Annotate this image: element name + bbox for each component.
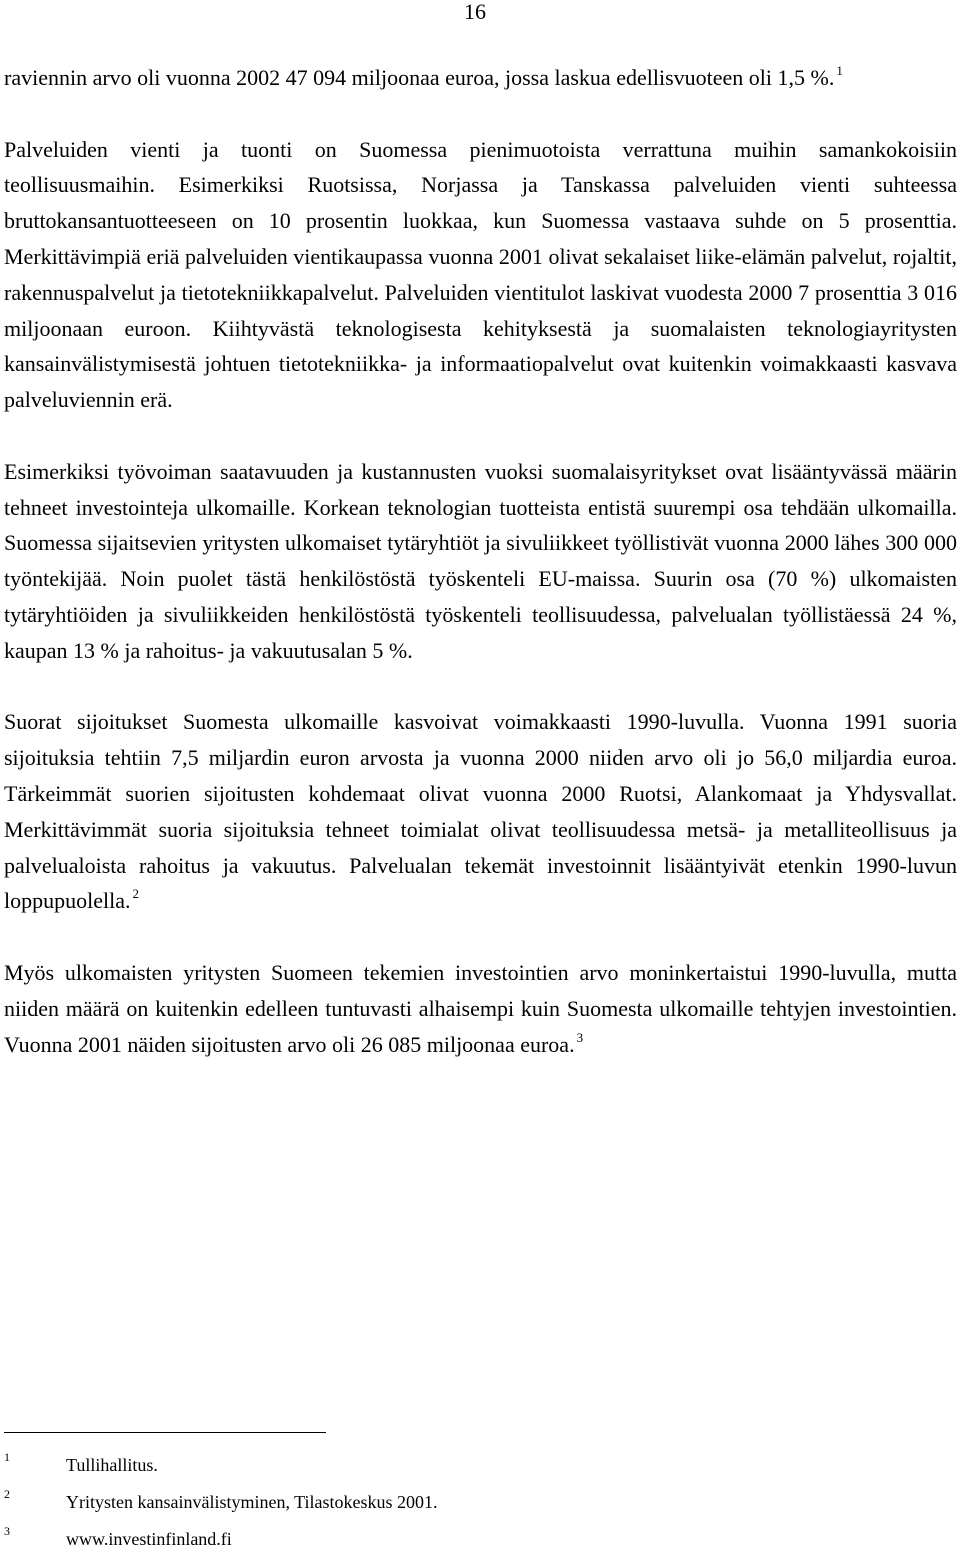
paragraph-text: raviennin arvo oli vuonna 2002 47 094 miljoonaa euroa, jossa laskua edellisvuoteen oli 1,5 %. <box>4 65 835 90</box>
body-text <box>4 60 957 1062</box>
footnote <box>4 1526 704 1563</box>
paragraph-text: Myös ulkomaisten yritysten Suomeen tekemien investointien arvo moninkertaistui 1990-luvulla, mutta niiden määrä on kuitenkin edelleen tuntuvasti alhaisempi kuin Suomesta ulkomaille tehtyjen investointien. Vuonna 2001 näiden sijoitusten arvo oli 26 085 miljoonaa euroa. <box>4 959 957 1057</box>
footnote-link[interactable]: www.investinfinland.fi <box>66 1529 232 1549</box>
footnote-text: Tullihallitus. <box>66 1455 158 1475</box>
footnote <box>4 1489 704 1526</box>
footnote-text: Yritysten kansainvälistyminen, Tilastokeskus 2001. <box>66 1492 438 1512</box>
paragraph-text: Esimerkiksi työvoiman saatavuuden ja kustannusten vuoksi suomalaisyritykset ovat lisääntyvässä määrin tehneet investointeja ulkomaille. Korkean teknologian tuotteista entistä suurempi osa tehdään ulkomailla. Suomessa sijaitsevien yritysten ulkomaiset tytäryhtiöt ja sivuliikkeet työllistivät vuonna 2000 lähes 300 000 työntekijää. Noin puolet tästä henkilöstöstä työskenteli EU-maissa. Suurin osa (70 %) ulkomaisten tytäryhtiöiden ja sivuliikkeiden henkilöstöstä työskenteli teollisuudessa, palvelualan työllistäessä 24 %, kaupan 13 % ja rahoitus- ja vakuutusalan 5 %. <box>4 458 957 663</box>
footnote-number: 2 <box>4 1487 10 1501</box>
footnote-number: 1 <box>4 1450 10 1464</box>
footnote-reference: 1 <box>836 63 843 78</box>
paragraph-text: Palveluiden vienti ja tuonti on Suomessa pienimuotoista verrattuna muihin samankokoisiin teollisuusmaihin. Esimerkiksi Ruotsissa, Norjassa ja Tanskassa palveluiden vienti suhteessa bruttokansantuotteeseen on 10 prosentin luokkaa, kun Suomessa vastaava suhde on 5 prosenttia. Merkittävimpiä eriä palveluiden vientikaupassa vuonna 2001 olivat sekalaiset liike-elämän palvelut, rojaltit, rakennuspalvelut ja tietotekniikkapalvelut. Palveluiden vientitulot laskivat vuodesta 2000 7 prosenttia 3 016 miljoonaan euroon. Kiihtyvästä teknologisesta kehityksestä ja suomalaisten teknologiayritysten kansainvälistymisestä johtuen tietotekniikka- ja informaatiopalvelut ovat kuitenkin voimakkaasti kasvava palveluviennin erä. <box>4 136 957 413</box>
page-number: 16 <box>464 0 486 24</box>
footnote-number: 3 <box>4 1524 10 1538</box>
paragraph <box>4 132 957 418</box>
footnote-reference: 3 <box>576 1029 584 1045</box>
paragraph <box>4 60 957 96</box>
paragraph-text: Suorat sijoitukset Suomesta ulkomaille kasvoivat voimakkaasti 1990-luvulla. Vuonna 1991 suoria sijoituksia tehtiin 7,5 miljardin euron arvosta ja vuonna 2000 niiden arvo oli jo 56,0 miljardia euroa. Tärkeimmät suorien sijoitusten kohdemaat olivat vuonna 2000 Ruotsi, Alankomaat ja Yhdysvallat. Merkittävimmät suoria sijoituksia tehneet toimialat olivat teollisuudessa metsä- ja metalliteollisuus ja palvelualoista rahoitus ja vakuutus. Palvelualan tekemät investoinnit lisääntyivät etenkin 1990-luvun loppupuolella. <box>4 709 957 914</box>
paragraph <box>4 704 957 919</box>
footnote-reference: 2 <box>132 886 139 902</box>
footnote-separator <box>4 1432 326 1433</box>
paragraph <box>4 955 957 1062</box>
paragraph <box>4 454 957 669</box>
footnotes <box>4 1452 704 1563</box>
footnote <box>4 1452 704 1489</box>
